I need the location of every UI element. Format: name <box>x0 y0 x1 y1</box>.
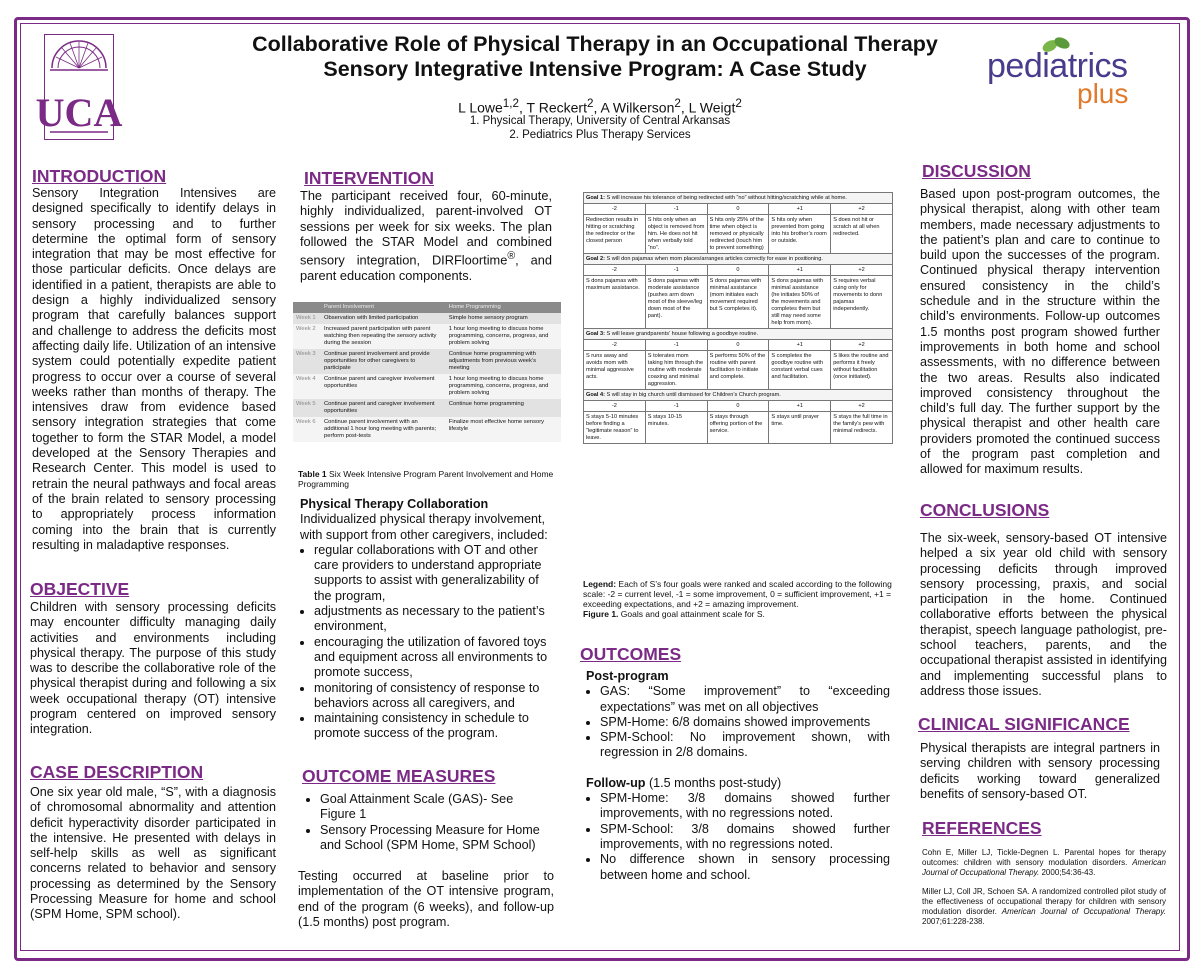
clinical-significance-text: Physical therapists are integral partners in serving children with sensory processing deficits working toward generalized benefits of sensory-based OT. <box>920 741 1160 801</box>
gas-cell: S dons pajamas with moderate assistance (pushes arm down most of the sleeve/leg down most of the pant). <box>645 276 707 329</box>
uca-logo <box>35 34 123 140</box>
gas-scale-label: -2 <box>584 204 646 215</box>
table-row <box>293 324 561 349</box>
table-row <box>293 374 561 399</box>
gas-cell: S dons pajamas with minimal assistance (mom initiates each movement required but S completes it). <box>707 276 769 329</box>
clinical-significance-heading: CLINICAL SIGNIFICANCE <box>918 714 1130 734</box>
pt-collaboration-item: • encouraging the utilization of favored toys and equipment across all environments to promote success, <box>314 635 554 681</box>
gas-scale-label: +1 <box>769 340 831 351</box>
gas-cell: S dons pajamas with maximum assistance. <box>584 276 646 329</box>
table-cell: 1 hour long meeting to discuss home programming, concerns, progress, and problem solving <box>446 374 561 399</box>
post-program-item: • SPM-School: No improvement shown, with regression in 2/8 domains. <box>600 730 890 761</box>
pediatrics-plus-logo-plus: plus <box>1077 78 1129 109</box>
intervention-heading: INTERVENTION <box>304 168 434 188</box>
poster-title: Collaborative Role of Physical Therapy in an Occupational Therapy Sensory Integrative Intensive Program: A Case Study <box>252 32 938 81</box>
gas-cell: S hits only 25% of the time when object is removed or physically redirected (touch him to prevent something) <box>707 215 769 254</box>
affiliations: 1. Physical Therapy, University of Central Arkansas 2. Pediatrics Plus Therapy Services <box>469 115 731 141</box>
table-row <box>293 399 561 417</box>
pt-collaboration-item: • regular collaborations with OT and other care providers to understand appropriate supports to assist with generalizability of the program, <box>314 543 554 604</box>
gas-scale-label: -1 <box>645 204 707 215</box>
pt-collaboration-item: • monitoring of consistency of response to behaviors across all caregivers, and <box>314 681 554 712</box>
gas-cell: S tolerates mom taking him through the routine with moderate coaxing and minimal aggression. <box>645 351 707 390</box>
table-row <box>293 313 561 324</box>
gas-cell: S does not hit or scratch at all when redirected. <box>831 215 893 254</box>
follow-up-item: • SPM-School: 3/8 domains showed further improvements, with no regressions noted. <box>600 822 890 853</box>
pediatrics-plus-logo-word: pediatrics <box>987 47 1128 85</box>
outcomes-text: Post-program • GAS: “Some improvement” to “exceeding expectations” was met on all objectives • SPM-Home: 6/8 domains showed improvements • SPM-School: No improvement shown, with regression in 2/8 domains. Follow-up (1.5 months post-study) • SPM-Home: 3/8 domains showed further improvements, with no regressions noted. • SPM-School: 3/8 domains showed further improvements, with no regressions noted. • No difference shown in sensory processing between home and school. <box>586 669 890 883</box>
gas-scale-label: -1 <box>645 401 707 412</box>
gas-cell: S hits only when prevented from going into his brother’s room or outside. <box>769 215 831 254</box>
gas-cell: S hits only when an object is removed from him. He does not hit when verbally told “no”. <box>645 215 707 254</box>
table-cell: Finalize most effective home sensory lifestyle <box>446 417 561 442</box>
gas-scale-label: +1 <box>769 265 831 276</box>
table-cell: Week 4 <box>293 374 321 399</box>
follow-up-item: • No difference shown in sensory processing between home and school. <box>600 852 890 883</box>
reference-1: Cohn E, Miller LJ, Tickle-Degnen L. Parental hopes for therapy outcomes: children with sensory modulation disorders. American Journal of Occupational Therapy. 2000;54:36-43. <box>922 848 1166 877</box>
gas-scale-label: 0 <box>707 265 769 276</box>
gas-goal: Goal 4: S will stay in big church until dismissed for Children’s Church program. <box>584 390 893 401</box>
gas-cell: S stays 10-15 minutes. <box>645 412 707 444</box>
outcome-measures-list <box>306 792 552 853</box>
table-1-caption: Table 1 Six Week Intensive Program Parent Involvement and Home Programming <box>298 469 554 489</box>
table-cell: Simple home sensory program <box>446 313 561 324</box>
pt-collaboration-item: • maintaining consistency in schedule to promote success of the program. <box>314 711 554 742</box>
gas-scale-label: +2 <box>831 204 893 215</box>
discussion-heading: DISCUSSION <box>922 161 1031 181</box>
table-1 <box>293 302 561 442</box>
gas-cell: S stays 5-10 minutes before finding a “legitimate reason” to leave. <box>584 412 646 444</box>
gas-cell: S runs away and avoids mom with minimal aggressive acts. <box>584 351 646 390</box>
gas-scale-label: +1 <box>769 204 831 215</box>
gas-scale-label: +2 <box>831 401 893 412</box>
pt-collaboration-item: • adjustments as necessary to the patient’s environment, <box>314 604 554 635</box>
table-cell: Continue parent and caregiver involvement opportunities <box>321 374 446 399</box>
follow-up-item: • SPM-Home: 3/8 domains showed further improvements, with no regressions noted. <box>600 791 890 822</box>
introduction-text: Sensory Integration Intensives are designed specifically to identify delays in sensory processing and to further determine the optimal form of sensory integration that may be most effective for those particular deficits. Once delays are identified in a patient, therapists are able to design a highly individualized sensory program that carefully balances support and challenge to address the deficits most affecting daily life. Utilization of an intensive system could potentially expedite patient progress to occur over a course of several weeks rather than months of therapy. The intensives draw from evidence based sensory integration strategies that come together to form the STAR Model, a model developed at the Sensory Therapies and Research Center. This model is used to retrain the neural pathways and focal areas of the brain related to sensory processing to appropriately process information coming into the brain that is currently resulting in maladaptive responses. <box>32 186 276 552</box>
gas-cell: Redirection results in hitting or scratching the redirector or the closest person <box>584 215 646 254</box>
table-row <box>293 417 561 442</box>
gas-scale-label: 0 <box>707 340 769 351</box>
gas-goal: Goal 1: S will increase his tolerance of being redirected with “no” without hitting/scratching while at home. <box>584 193 893 204</box>
gas-scale-label: -2 <box>584 265 646 276</box>
gas-cell: S dons pajamas with minimal assistance (he initiates 50% of the movements and completes them but still may need some help from mom). <box>769 276 831 329</box>
table-cell: 1 hour long meeting to discuss home programming, concerns, progress, and problem solving <box>446 324 561 349</box>
table-cell: Week 2 <box>293 324 321 349</box>
gas-scale-label: -1 <box>645 340 707 351</box>
table-cell: Continue parent and caregiver involvement opportunities <box>321 399 446 417</box>
gas-cell: S stays the full time in the family’s pew with minimal redirects. <box>831 412 893 444</box>
outcome-measure-item: • Goal Attainment Scale (GAS)- See Figure 1 <box>320 792 552 823</box>
table-cell: Increased parent participation with parent watching then repeating the sensory activity during the session <box>321 324 446 349</box>
table-cell: Week 6 <box>293 417 321 442</box>
svg-text:UCA: UCA <box>35 90 123 135</box>
table-1-header: Parent Involvement <box>321 302 446 313</box>
pt-collaboration: Physical Therapy Collaboration Individualized physical therapy involvement, with support from other caregivers, included: • regular collaborations with OT and other care providers to understand appropriate supports to assist with generalizability of the program, • adjustments as necessary to the patient’s environment, • encouraging the utilization of favored toys and equipment across all environments to promote success, • monitoring of consistency of response to behaviors across all caregivers, and • maintaining consistency in schedule to promote success of the program. <box>300 497 554 742</box>
intervention-text: The participant received four, 60-minute, highly individualized, parent-involved OT sessions per week for six weeks. The plan followed the STAR Model and combined sensory integration, DIRFloortime®, and parent education components. <box>300 188 552 283</box>
table-cell: Continue parent involvement and provide opportunities for other caregivers to participate <box>321 349 446 374</box>
objective-text: Children with sensory processing deficits may encounter difficulty managing daily activities and environments including physical therapy. The purpose of this study was to describe the collaborative role of the physical therapist during and following a six week occupational therapy (OT) intensive program centered on improved sensory integration. <box>30 600 276 737</box>
introduction-heading: INTRODUCTION <box>32 166 167 186</box>
table-1-header: Home Programming <box>446 302 561 313</box>
gas-scale-label: -2 <box>584 340 646 351</box>
authors: L Lowe$^{1,2}$, T Reckert$^2$, A Wilkerson$^2$, L Weigt$^2$ <box>458 97 742 116</box>
figure-1-legend: Legend: Each of S’s four goals were ranked and scaled according to the following scale: -2 = current level, -1 = some improvement, 0 = sufficient improvement, +1 = exceeding expectations, and +2 = amazing improvement. Figure 1. Goals and goal attainment scale for S. <box>583 579 892 619</box>
outcome-measures-heading: OUTCOME MEASURES <box>302 766 496 786</box>
post-program-item: • SPM-Home: 6/8 domains showed improvements <box>600 715 890 730</box>
objective-heading: OBJECTIVE <box>30 579 130 599</box>
gas-scale-label: -1 <box>645 265 707 276</box>
gas-scale-label: +1 <box>769 401 831 412</box>
gas-scale-label: 0 <box>707 401 769 412</box>
gas-cell: S likes the routine and performs it freely without facilitation (once initiated). <box>831 351 893 390</box>
conclusions-heading: CONCLUSIONS <box>920 500 1050 520</box>
gas-cell: S stays through offering portion of the service. <box>707 412 769 444</box>
references-heading: REFERENCES <box>922 818 1042 838</box>
case-description-heading: CASE DESCRIPTION <box>30 762 204 782</box>
gas-cell: S completes the goodbye routine with constant verbal cues and facilitation. <box>769 351 831 390</box>
gas-goal: Goal 2: S will don pajamas when mom places/arranges articles correctly for ease in positioning. <box>584 254 893 265</box>
table-cell: Week 5 <box>293 399 321 417</box>
post-program-item: • GAS: “Some improvement” to “exceeding expectations” was met on all objectives <box>600 684 890 715</box>
table-cell: Continue home programming <box>446 399 561 417</box>
gas-scale-label: +2 <box>831 265 893 276</box>
conclusions-text: The six-week, sensory-based OT intensive helped a six year old child with sensory processing deficits through improved sensory processing, praxis, and social participation in the home. Continued collaborative efforts between the physical therapist, speech language pathologist, pre-school teachers, parents, and the occupational therapist assisted in identifying and implementing successful plans to address those issues. <box>920 531 1167 698</box>
table-cell: Continue home programming with adjustments from previous week’s meeting <box>446 349 561 374</box>
table-cell: Week 3 <box>293 349 321 374</box>
gas-cell: S stays until prayer time. <box>769 412 831 444</box>
table-1-header <box>293 302 321 313</box>
table-cell: Week 1 <box>293 313 321 324</box>
gas-scale-label: 0 <box>707 204 769 215</box>
table-cell: Observation with limited participation <box>321 313 446 324</box>
gas-cell: S requires verbal cuing only for movements to donn pajamas independently. <box>831 276 893 329</box>
case-description-text: One six year old male, “S”, with a diagnosis of chromosomal abnormality and attention deficit hyperactivity disorder participated in the intensive. He presented with delays in self-help skills as well as significant concerns related to behavior and sensory processing as determined by the Sensory Processing Measure for home and school (SPM Home, SPM school). <box>30 785 276 922</box>
table-cell: Continue parent involvement with an additional 1 hour long meeting with parents; perform post-tests <box>321 417 446 442</box>
outcome-measure-item: • Sensory Processing Measure for Home and School (SPM Home, SPM School) <box>320 823 552 854</box>
outcome-measures-text: Testing occurred at baseline prior to implementation of the OT intensive program, end of the program (6 weeks), and follow-up (1.5 months) post program. <box>298 869 554 929</box>
reference-2: Miller LJ, Coll JR, Schoen SA. A randomized controlled pilot study of the effectiveness of occupational therapy for children with sensory modulation disorder. American Journal of Occupational Therapy. 2007;61:228-238. <box>922 887 1167 926</box>
table-row <box>293 349 561 374</box>
gas-goal: Goal 3: S will leave grandparents’ house following a goodbye routine. <box>584 329 893 340</box>
gas-cell: S performs 50% of the routine with parent facilitation to initiate and complete. <box>707 351 769 390</box>
gas-figure <box>583 192 893 444</box>
outcomes-heading: OUTCOMES <box>580 644 682 664</box>
discussion-text: Based upon post-program outcomes, the physical therapist, along with other team members, made necessary adjustments to the patient’s plan and care to continue to build upon the successes of the program. Continued physical therapy intervention ensured consistency in the child’s schedule and in the structure within the child’s environments. Follow-up outcomes 1.5 months post program showed further improvements in both home and school assessments, with no difference between the two areas. Results also indicated improved consistency throughout the child’s full day. The further support by the physical therapist and other health care providers promoted the continued success of the program past completion and allowed for maximum results. <box>920 187 1160 477</box>
gas-scale-label: +2 <box>831 340 893 351</box>
gas-scale-label: -2 <box>584 401 646 412</box>
